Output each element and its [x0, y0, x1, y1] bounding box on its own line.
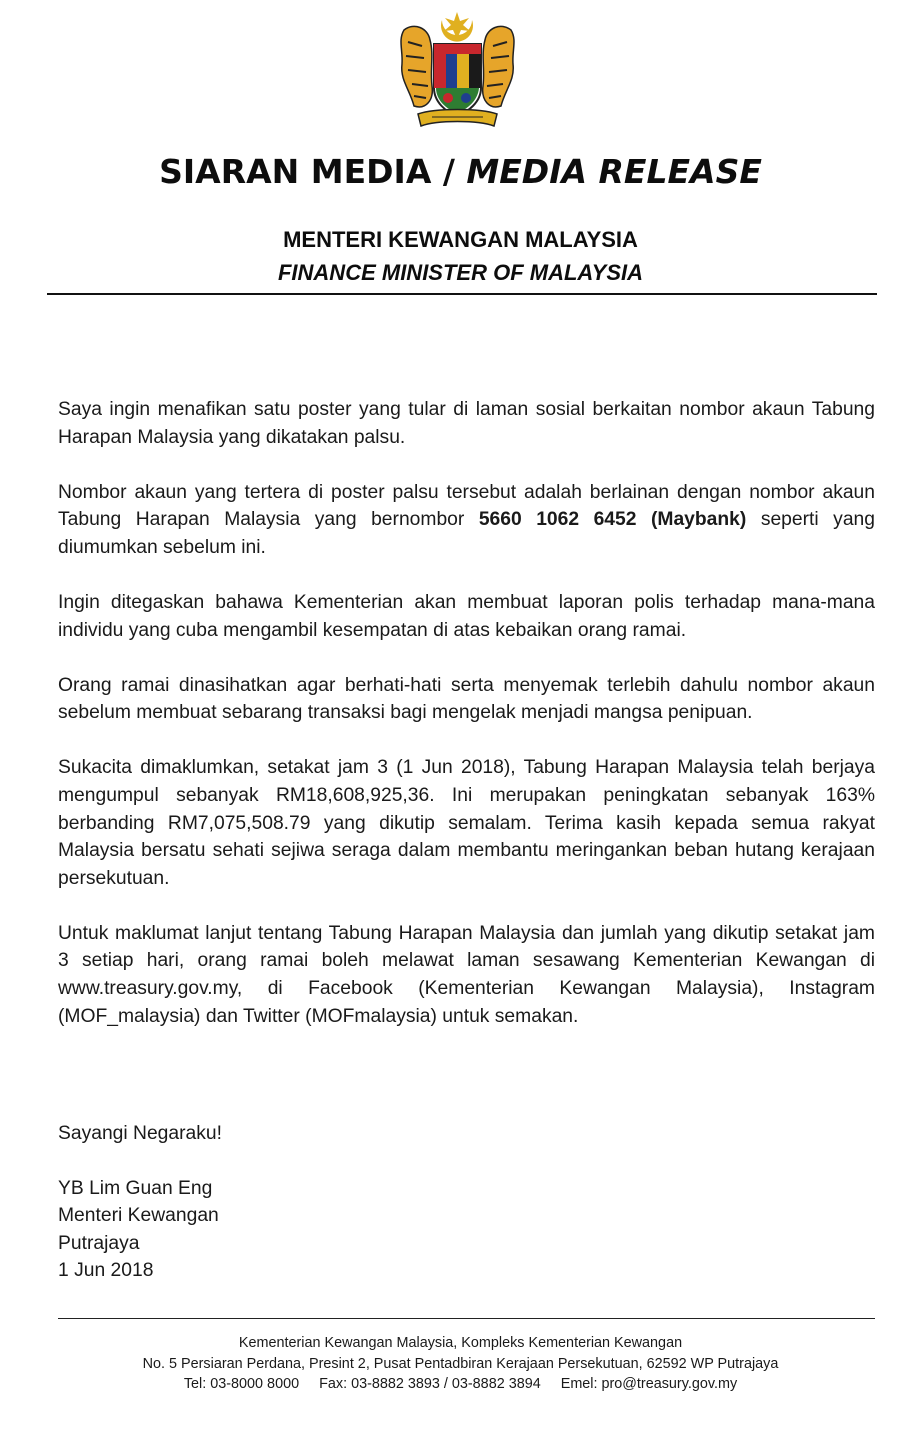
- closing-greeting: Sayangi Negaraku!: [58, 1123, 222, 1144]
- footer-fax: Fax: 03-8882 3893 / 03-8882 3894: [319, 1376, 541, 1392]
- ministry-name-english: FINANCE MINISTER OF MALAYSIA: [277, 260, 644, 285]
- footer-email: Emel: pro@treasury.gov.my: [560, 1376, 738, 1392]
- paragraph-2-text-a: Nombor akaun yang tertera di poster palsu tersebut adalah berlainan dengan nombor akaun Tabung Harapan Malaysia yang bernombor: [58, 481, 875, 531]
- footer-address-line-2: No. 5 Persiaran Perdana, Presint 2, Pusat Pentadbiran Kerajaan Persekutuan, 62592 WP Putrajaya: [142, 1355, 779, 1372]
- paragraph-more-info: Untuk maklumat lanjut tentang Tabung Harapan Malaysia dan jumlah yang dikutip setakat jam 3 setiap hari, orang ramai boleh melawat laman sesawang Kementerian Kewangan di www.treasury.gov.my, di Facebook (Kementerian Kewangan Malaysia), Instagram (MOF_malaysia) dan Twitter (MOFmalaysia) untuk semakan.: [58, 922, 875, 1027]
- signoff-date: 1 Jun 2018: [58, 1260, 154, 1281]
- paragraph-advice: Orang ramai dinasihatkan agar berhati-hati serta menyemak terlebih dahulu nombor akaun sebelum membuat sebarang transaksi bagi mengelak menjadi mangsa penipuan.: [58, 674, 875, 724]
- footer-contacts: [0, 1374, 921, 1395]
- signatory-position: Menteri Kewangan: [58, 1205, 219, 1226]
- paragraph-police-report: Ingin ditegaskan bahawa Kementerian akan membuat laporan polis terhadap mana-mana individu yang cuba mengambil kesempatan di atas kebaikan orang ramai.: [58, 591, 875, 641]
- footer-divider: [58, 1318, 875, 1319]
- title-english: MEDIA RELEASE: [466, 152, 762, 191]
- crest-graphic: [390, 10, 525, 135]
- signoff-block: [58, 1120, 222, 1285]
- header-divider: [47, 293, 877, 295]
- ministry-name-malay: MENTERI KEWANGAN MALAYSIA: [283, 227, 638, 252]
- signatory-name: YB Lim Guan Eng: [58, 1177, 213, 1199]
- paragraph-account-number: [58, 479, 875, 562]
- paragraph-collection-amount: Sukacita dimaklumkan, setakat jam 3 (1 Jun 2018), Tabung Harapan Malaysia telah berjaya mengumpul sebanyak RM18,608,925,36. Ini merupakan peningkatan sebanyak 163% berbanding RM7,075,508.79 yang dikutip semalam. Terima kasih kepada semua rakyat Malaysia bersatu sehati sejiwa seraga dalam membantu meringankan beban hutang kerajaan persekutuan.: [58, 757, 875, 889]
- footer-address-line-1: Kementerian Kewangan Malaysia, Kompleks Kementerian Kewangan: [238, 1335, 683, 1351]
- media-release-title: [0, 152, 921, 191]
- press-release-body: [58, 396, 875, 1058]
- footer-telephone: Tel: 03-8000 8000: [183, 1376, 300, 1392]
- signoff-place: Putrajaya: [58, 1232, 140, 1254]
- title-malay: SIARAN MEDIA: [159, 152, 432, 191]
- footer: [0, 1333, 921, 1395]
- malaysia-coat-of-arms-icon: [390, 10, 525, 135]
- paragraph-2-text-b: seperti yang diumumkan sebelum ini.: [58, 509, 875, 558]
- account-number: 5660 1062 6452 (Maybank): [478, 509, 747, 531]
- paragraph-denial: Saya ingin menafikan satu poster yang tular di laman sosial berkaitan nombor akaun Tabung Harapan Malaysia yang dikatakan palsu.: [58, 399, 875, 448]
- title-separator: /: [442, 152, 455, 191]
